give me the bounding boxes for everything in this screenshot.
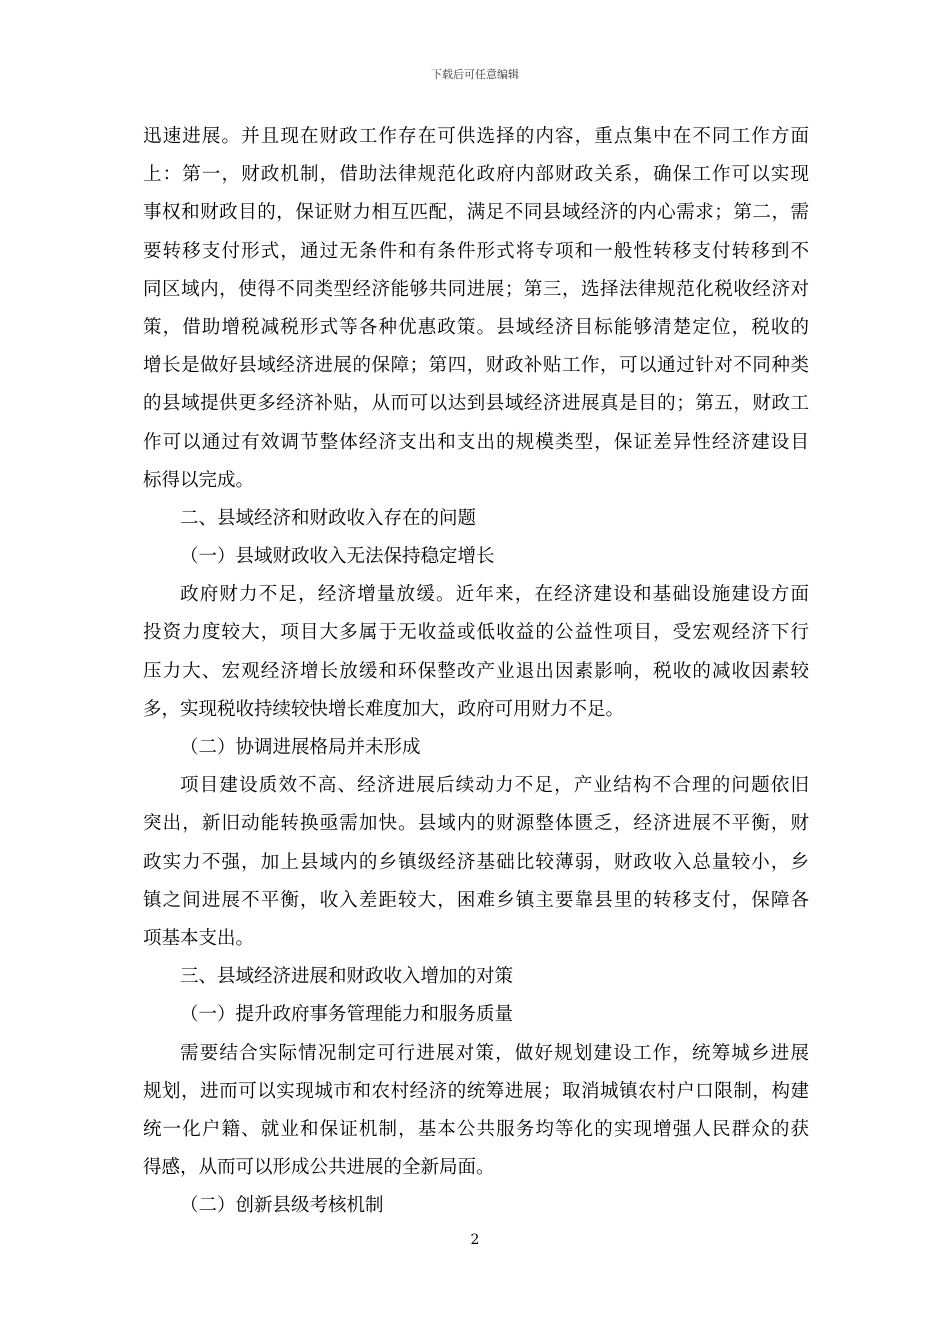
text-line: 二、县域经济和财政收入存在的问题 (180, 507, 477, 529)
text-line: 要转移支付形式，通过无条件和有条件形式将专项和一般性转移支付转移到不 (143, 240, 809, 262)
text-line: （一）县域财政收入无法保持稳定增长 (180, 546, 495, 568)
text-line: 投资力度较大，项目大多属于无收益或低收益的公益性项目，受宏观经济下行 (143, 622, 809, 644)
text-line: 多，实现税收持续较快增长难度加大，政府可用财力不足。 (143, 698, 625, 720)
text-line: 项目建设质效不高、经济进展后续动力不足，产业结构不合理的问题依旧 (180, 775, 809, 797)
text-line: 统一化户籍、就业和保证机制，基本公共服务均等化的实现增强人民群众的获 (143, 1118, 809, 1140)
text-line: 标得以完成。 (143, 469, 255, 491)
text-line: 得感，从而可以形成公共进展的全新局面。 (143, 1157, 495, 1179)
text-line: （二）创新县级考核机制 (180, 1195, 384, 1217)
text-line: 上：第一，财政机制，借助法律规范化政府内部财政关系，确保工作可以实现 (143, 164, 809, 186)
text-line: 同区域内，使得不同类型经济能够共同进展；第三，选择法律规范化税收经济对 (143, 278, 809, 300)
text-line: 压力大、宏观经济增长放缓和环保整改产业退出因素影响，税收的减收因素较 (143, 660, 809, 682)
text-line: 策，借助增税减税形式等各种优惠政策。县域经济目标能够清楚定位，税收的 (143, 316, 809, 338)
text-line: （二）协调进展格局并未形成 (180, 737, 421, 758)
text-line: 项基本支出。 (143, 927, 255, 949)
page-header: 下载后可任意编辑 (431, 68, 519, 81)
text-line: 政实力不强，加上县域内的乡镇级经济基础比较薄弱，财政收入总量较小，乡 (143, 851, 809, 873)
text-line: 迅速进展。并且现在财政工作存在可供选择的内容，重点集中在不同工作方面 (143, 126, 809, 147)
text-line: 作可以通过有效调节整体经济支出和支出的规模类型，保证差异性经济建设目 (143, 431, 809, 453)
document-body (143, 118, 809, 1225)
page-number: 2 (470, 1232, 480, 1248)
text-line: 政府财力不足，经济增量放缓。近年来，在经济建设和基础设施建设方面 (180, 584, 809, 606)
text-line: 规划，进而可以实现城市和农村经济的统筹进展；取消城镇农村户口限制，构建 (143, 1080, 809, 1102)
text-line: 的县域提供更多经济补贴，从而可以达到县域经济进展真是目的；第五，财政工 (143, 393, 809, 415)
text-line: 三、县域经济进展和财政收入增加的对策 (180, 966, 514, 988)
text-line: 镇之间进展不平衡，收入差距较大，困难乡镇主要靠县里的转移支付，保障各 (143, 889, 809, 911)
text-line: 增长是做好县域经济进展的保障；第四，财政补贴工作，可以通过针对不同种类 (143, 355, 809, 377)
text-line: 事权和财政目的，保证财力相互匹配，满足不同县域经济的内心需求；第二，需 (143, 202, 809, 224)
text-line: （一）提升政府事务管理能力和服务质量 (180, 1004, 514, 1026)
text-line: 突出，新旧动能转换亟需加快。县域内的财源整体匮乏，经济进展不平衡，财 (143, 813, 809, 835)
text-line: 需要结合实际情况制定可行进展对策，做好规划建设工作，统筹城乡进展 (180, 1042, 809, 1064)
